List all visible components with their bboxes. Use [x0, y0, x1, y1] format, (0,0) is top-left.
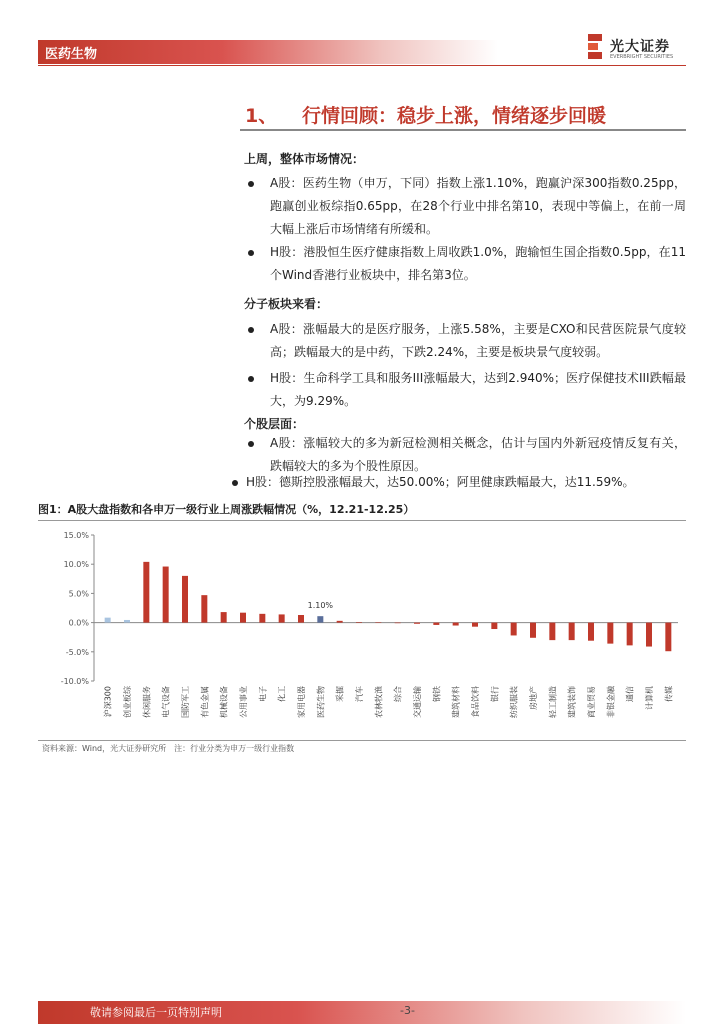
- bar-24: [569, 623, 575, 641]
- x-category-label: 轻工制造: [548, 686, 558, 718]
- y-tick-label: 0.0%: [68, 618, 89, 628]
- figure-source: 资料来源：Wind，光大证券研究所 注：行业分类为申万一级行业指数: [42, 744, 295, 753]
- section-rule: [240, 129, 686, 131]
- x-category-label: 通信: [625, 686, 635, 702]
- x-category-label: 建筑材料: [451, 686, 461, 718]
- x-category-label: 沪深300: [103, 686, 113, 718]
- bar-14: [375, 622, 381, 623]
- bar-2: [143, 562, 149, 623]
- brand-logo: [588, 34, 688, 64]
- x-category-label: 商业贸易: [587, 686, 596, 718]
- logo-mark-icon: [588, 34, 602, 60]
- bar-26: [607, 623, 613, 644]
- x-category-label: 农林牧渔: [374, 686, 384, 718]
- x-category-label: 家用电器: [297, 686, 306, 718]
- bar-20: [491, 623, 497, 629]
- y-tick-label: 5.0%: [68, 589, 89, 599]
- section-number: 1、: [245, 105, 278, 127]
- x-category-label: 休闲服务: [142, 686, 152, 718]
- x-category-label: 房地产: [529, 686, 538, 710]
- market-bullet-h: H股：港股恒生医疗健康指数上周收跌1.0%，跑输恒生国企指数0.5pp，在11个Wind香港行业板块中，排名第3位。: [270, 245, 686, 282]
- logo-en: EVERBRIGHT SECURITIES: [610, 54, 674, 60]
- bar-19: [472, 623, 478, 627]
- bullet-dot: [248, 181, 254, 187]
- bar-29: [665, 623, 671, 652]
- bar-23: [549, 623, 555, 641]
- x-category-label: 医药生物: [316, 686, 326, 718]
- bar-9: [279, 614, 285, 622]
- y-tick-label: 10.0%: [63, 560, 89, 570]
- bar-21: [511, 623, 517, 636]
- header-title: 医药生物: [45, 47, 98, 62]
- bullet-dot: [248, 376, 254, 382]
- bar-13: [356, 622, 362, 623]
- header-divider: [38, 65, 686, 66]
- bar-25: [588, 623, 594, 641]
- header-bar: [38, 40, 498, 64]
- bar-28: [646, 623, 652, 647]
- page-number: -3-: [400, 1004, 415, 1017]
- x-category-label: 计算机: [645, 686, 654, 710]
- bar-11: [317, 616, 323, 622]
- market-bullet-a: A股：医药生物（申万，下同）指数上涨1.10%，跑赢沪深300指数0.25pp，跑赢创业板综指0.65pp，在28个行业中排名第10，表现中等偏上，在前一周大幅上涨后市场情绪有所缓和。: [270, 176, 686, 236]
- x-category-label: 交通运输: [413, 686, 422, 718]
- subsector-heading: 分子板块来看：: [244, 297, 329, 311]
- footer-disclaimer: 敬请参阅最后一页特别声明: [90, 1006, 222, 1019]
- x-category-label: 化工: [277, 686, 287, 702]
- x-category-label: 电气设备: [161, 686, 171, 718]
- bar-27: [627, 623, 633, 646]
- bullet-dot: [232, 480, 238, 486]
- x-category-label: 创业板综: [123, 686, 132, 718]
- x-category-label: 机械设备: [219, 686, 229, 718]
- section-title: 行情回顾：稳步上涨，情绪逐步回暖: [302, 105, 607, 127]
- x-category-label: 汽车: [355, 686, 364, 702]
- subsector-bullet-h: H股：生命科学工具和服务III涨幅最大，达到2.940%；医疗保健技术III跌幅最大，为9.29%。: [270, 371, 686, 408]
- bar-3: [163, 567, 169, 623]
- x-category-label: 传媒: [664, 686, 674, 702]
- bar-6: [221, 612, 227, 623]
- y-tick-label: -5.0%: [65, 647, 89, 657]
- figure-rule-top: [38, 520, 686, 521]
- bar-1: [124, 620, 130, 623]
- logo-name: 光大证券: [610, 39, 670, 55]
- x-category-label: 钢铁: [432, 686, 442, 702]
- stock-bullet-a: A股：涨幅较大的多为新冠检测相关概念，估计与国内外新冠疫情反复有关，跌幅较大的多为个股性原因。: [270, 436, 686, 473]
- x-category-label: 有色金属: [200, 686, 210, 718]
- bullet-dot: [248, 327, 254, 333]
- y-tick-label: 15.0%: [63, 531, 89, 540]
- bar-7: [240, 613, 246, 623]
- stock-heading: 个股层面：: [244, 417, 305, 431]
- section-heading: [240, 97, 686, 133]
- bar-16: [414, 623, 420, 624]
- x-category-label: 国防军工: [181, 686, 190, 718]
- bar-15: [395, 623, 401, 624]
- x-category-label: 采掘: [335, 686, 345, 702]
- bar-22: [530, 623, 536, 638]
- x-category-label: 电子: [258, 686, 268, 702]
- bar-8: [259, 614, 265, 623]
- market-heading: 上周，整体市场情况：: [244, 152, 365, 166]
- bar-4: [182, 576, 188, 623]
- stock-bullet-h: H股：德斯控股涨幅最大，达50.00%；阿里健康跌幅最大，达11.59%。: [246, 475, 635, 489]
- x-category-label: 纺织服装: [509, 686, 519, 718]
- bar-5: [201, 595, 207, 622]
- x-category-label: 公用事业: [239, 686, 248, 718]
- bar-chart: [38, 522, 686, 740]
- bullet-dot: [248, 441, 254, 447]
- bar-17: [433, 623, 439, 625]
- data-label: 1.10%: [307, 601, 334, 611]
- figure-caption: 图1：A股大盘指数和各申万一级行业上周涨跌幅情况（%，12.21-12.25）: [38, 503, 415, 516]
- x-category-label: 银行: [490, 686, 500, 702]
- bar-10: [298, 615, 304, 623]
- x-category-label: 食品饮料: [471, 686, 480, 718]
- bar-12: [337, 621, 343, 623]
- bullet-dot: [248, 250, 254, 256]
- figure-rule-bottom: [38, 740, 686, 741]
- x-category-label: 非银金融: [606, 686, 616, 718]
- subsector-bullet-a: A股：涨幅最大的是医疗服务，上涨5.58%，主要是CXO和民营医院景气度较高；跌幅最大的是中药，下跌2.24%，主要是板块景气度较弱。: [270, 322, 686, 359]
- bar-18: [453, 623, 459, 626]
- x-category-label: 综合: [393, 686, 403, 702]
- x-category-label: 建筑装饰: [567, 686, 577, 718]
- bar-0: [105, 618, 111, 623]
- y-tick-label: -10.0%: [60, 677, 89, 686]
